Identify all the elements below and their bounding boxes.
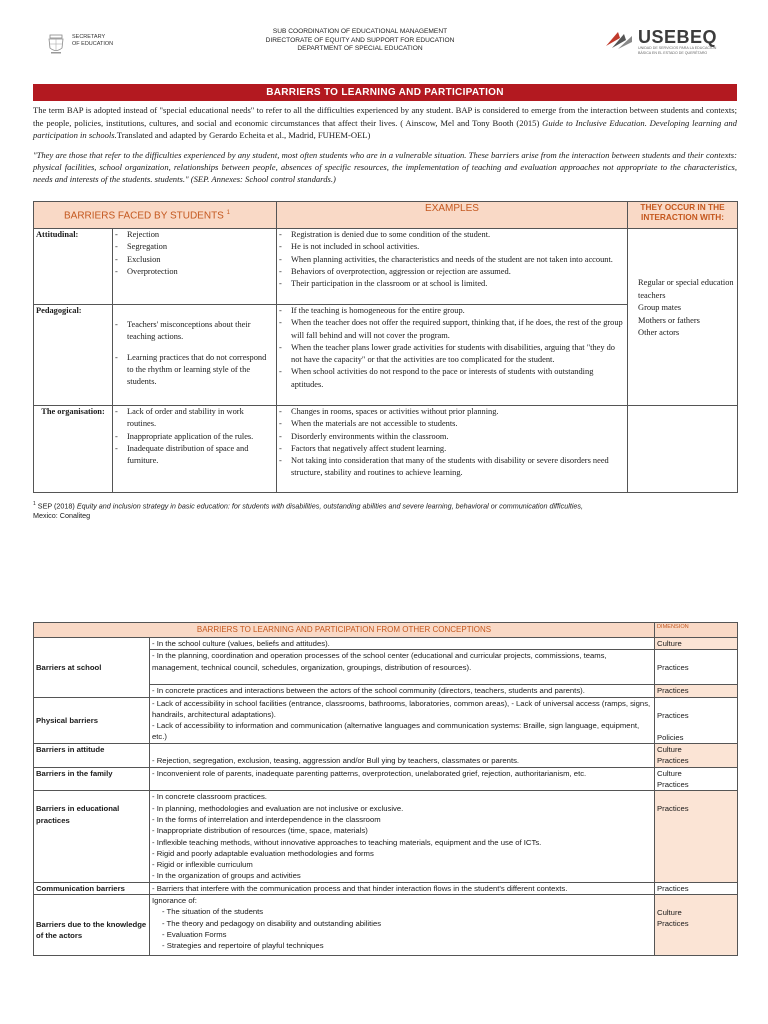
list-item: - Disorderly environments within the classroom. [279, 431, 625, 443]
intro-paragraph: The term BAP is adopted instead of "special educational needs" to refer to all the difficulties experienced by any student. BAP is considered to emerge from the interaction between students and contexts; the people, policies, institutions, cultures, and social and economic circumstances that affect their lives. ( Ainscow, Mel and Tony Booth (2015) Guide to Inclusive Education. Developing learning and participation in schools.Translated and adapted by Gerardo Echeita et al., Madrid, FUHEM-OEL) [33, 105, 737, 140]
header-examples: EXAMPLES [277, 202, 628, 229]
list-item: - Rejection [115, 229, 274, 241]
page-title: BARRIERS TO LEARNING AND PARTICIPATION [33, 84, 737, 101]
dimension-cell: Practices [655, 791, 738, 882]
attitudinal-barriers [113, 229, 277, 305]
footnote: $^1$ SEP (2018) Equity and inclusion strategy in basic education: for students with disabilities, outstanding abilities and severe learning, behavioral or communication difficulties, Mexico: Conaliteg [33, 501, 584, 521]
pedagogical-barriers [113, 305, 277, 406]
department-heading: SUB COORDINATION OF EDUCATIONAL MANAGEMENT DIRECTORATE OF EQUITY AND SUPPORT FOR EDUCATION DEPARTMENT OF SPECIAL EDUCATION [265, 28, 455, 52]
other-conceptions-title: BARRIERS TO LEARNING AND PARTICIPATION FROM OTHER CONCEPTIONS [34, 623, 655, 638]
list-item: - The theory and pedagogy on disability and outstanding abilities [162, 918, 382, 928]
usebeq-logo-subtitle: UNIDAD DE SERVICIOS PARA LA EDUCACIÓN BÁSICA EN EL ESTADO DE QUERÉTARO [638, 46, 717, 55]
dimension-cell: Culture Practices [655, 744, 738, 768]
list-item: - In concrete classroom practices. [152, 792, 267, 802]
row-label-organisation: The organisation: [34, 406, 113, 493]
list-item: - Inappropriate application of the rules. [115, 431, 274, 443]
table-row [34, 638, 738, 650]
pedagogical-examples [277, 305, 628, 406]
organisation-barriers [113, 406, 277, 493]
list-item: - Inadequate distribution of space and furniture. [115, 443, 274, 468]
educational-cell [150, 791, 655, 882]
communication-cell: - Barriers that interfere with the communication process and that hinder interaction flows in the student's different contexts. [150, 882, 655, 894]
row-label-pedagogical: Pedagogical: [34, 305, 113, 406]
barriers-table [33, 201, 738, 493]
family-cell: - Inconvenient role of parents, inadequate parenting patterns, overprotection, unelaborated grief, rejection, authoritarianism, etc. [150, 767, 655, 791]
dimension-cell: Practices [655, 650, 738, 685]
knowledge-cell: Ignorance of: - The situation of the students - The theory and pedagogy on disability and outstanding abilities - Evaluation Forms - Strategies and repertoire of playful techniques [150, 895, 655, 956]
table-row [34, 697, 738, 744]
dimension-cell: Culture Practices [655, 767, 738, 791]
usebeq-logo-icon [604, 28, 634, 50]
list-item: - He is not included in school activities. [279, 241, 625, 253]
list-item: - Rigid or inflexible curriculum [152, 860, 253, 870]
dimension-cell: Practices [655, 882, 738, 894]
list-item: - Segregation [115, 241, 274, 253]
table-row [34, 744, 738, 768]
list-item: - Registration is denied due to some condition of the student. [279, 229, 625, 241]
list-item: - Overprotection [115, 266, 274, 278]
list-item: - Changes in rooms, spaces or activities without prior planning. [279, 406, 625, 418]
label-attitude: Barriers in attitude [34, 744, 150, 768]
list-item: - Behaviors of overprotection, aggression or rejection are assumed. [279, 266, 625, 278]
list-item: - In the organization of groups and activities [152, 871, 301, 881]
header-occur-with: THEY OCCUR IN THE INTERACTION WITH: [628, 202, 738, 229]
list-item: - Factors that negatively affect student learning. [279, 443, 625, 455]
label-knowledge: Barriers due to the knowledge of the actors [34, 895, 150, 956]
list-item: - Evaluation Forms [162, 929, 227, 939]
list-item: - Not taking into consideration that many of the students with disability or severe disorders need structure, stability and routines to achieve learning. [279, 455, 625, 480]
table-row [34, 895, 738, 956]
barriers-table-header [34, 202, 738, 229]
list-item: Other actors [638, 328, 680, 337]
secretary-label: SECRETARY OF EDUCATION [72, 34, 114, 47]
attitude-cell: - Rejection, segregation, exclusion, teasing, aggression and/or Bull ying by teachers, classmates or parents. [150, 744, 655, 768]
list-item: - When the materials are not accessible to students. [279, 418, 625, 430]
dimension-cell: Culture Practices [655, 895, 738, 956]
occur-with-list [628, 229, 738, 406]
list-item: - Inappropriate distribution of resources (time, space, materials) [152, 826, 368, 836]
list-item: - Inflexible teaching methods, without innovative approaches to teaching materials, equipment and the use of ICTs. [152, 837, 542, 847]
label-communication: Communication barriers [34, 882, 150, 894]
list-item: - When the teacher does not offer the required support, thinking that, if he does, the rest of the group will fall behind and will not cover the program. [279, 317, 625, 342]
list-item: - When school activities do not respond to the pace or interests of students with outstanding aptitudes. [279, 366, 625, 391]
dimension-cell: Practices Policies [655, 697, 738, 744]
label-physical: Physical barriers [34, 697, 150, 744]
list-item: - Teachers' misconceptions about their teaching actions. [115, 319, 274, 344]
label-educational: Barriers in educational practices [34, 791, 150, 882]
list-item: - In the forms of interrelation and interdependence in the classroom [152, 814, 381, 824]
organisation-occur-cell [628, 406, 738, 493]
list-item: - Strategies and repertoire of playful techniques [162, 941, 324, 951]
list-item: Group mates [638, 303, 682, 312]
header-barriers: BARRIERS FACED BY STUDENTS $^1$ [34, 202, 277, 229]
attitudinal-examples [277, 229, 628, 305]
label-school: Barriers at school [34, 638, 150, 698]
physical-cell: - Lack of accessibility in school facilities (entrance, classrooms, bathrooms, laboratories, common areas), - Lack of universal access (ramps, signs, handrails, architectural adaptations). - Lack of accessibility to information and communication (alternative languages and communication systems: Braille, sign language, equipment, etc.) [150, 697, 655, 744]
list-item: - Lack of order and stability in work routines. [115, 406, 274, 431]
school-planning-cell: - In the planning, coordination and operation processes of the school center (educational and curricular projects, commissions, teams, management, technical council, schedules, organization, groupings, distribution of resources). [150, 650, 655, 685]
list-item: - When planning activities, the characteristics and needs of the student are not taken into account. [279, 254, 625, 266]
other-conceptions-table [33, 622, 738, 956]
dimension-cell: Practices [655, 685, 738, 697]
table-row [34, 767, 738, 791]
list-item: - If the teaching is homogeneous for the entire group. [279, 305, 625, 317]
dimension-header: DIMENSION [655, 623, 738, 638]
state-seal-icon [45, 33, 67, 55]
row-label-attitudinal: Attitudinal: [34, 229, 113, 305]
list-item: Regular or special education teachers [638, 278, 734, 300]
list-item: - The situation of the students [162, 907, 264, 917]
label-family: Barriers in the family [34, 767, 150, 791]
table-row [34, 229, 738, 305]
other-conceptions-header [34, 623, 738, 638]
usebeq-logo-name: USEBEQ [638, 27, 718, 47]
table-row [34, 791, 738, 882]
school-practices-cell: - In concrete practices and interactions between the actors of the school community (directors, teachers, students and parents). [150, 685, 655, 697]
list-item: - In planning, methodologies and evaluation are not inclusive or exclusive. [152, 803, 404, 813]
organisation-examples [277, 406, 628, 493]
list-item: - When the teacher plans lower grade activities for students with disabilities, arguing that "they do not have the capacity" or that the activities are too complicated for the student. [279, 342, 625, 367]
sep-quote: "They are those that refer to the difficulties experienced by any student, most often students who are in a vulnerable situation. These barriers arise from the interaction between students and their contexts: physical facilities, school organization, relationships between people, absences of specific resources, the implementation of teaching and evaluation approaches not appropriate to the characteristics, needs and interests of the students. students." (SEP. Annexes: School control standards.) [33, 150, 737, 184]
list-item: Mothers or fathers [638, 315, 700, 325]
school-culture-cell: - In the school culture (values, beliefs and attitudes). [150, 638, 655, 650]
table-row [34, 882, 738, 894]
table-row [34, 406, 738, 493]
list-item: - Their participation in the classroom or at school is limited. [279, 278, 625, 290]
list-item: - Learning practices that do not correspond to the rhythm or learning style of the students. [115, 352, 274, 389]
list-item: - Exclusion [115, 254, 274, 266]
list-item: - Rigid and poorly adaptable evaluation methodologies and forms [152, 848, 374, 858]
dimension-cell: Culture [655, 638, 738, 650]
